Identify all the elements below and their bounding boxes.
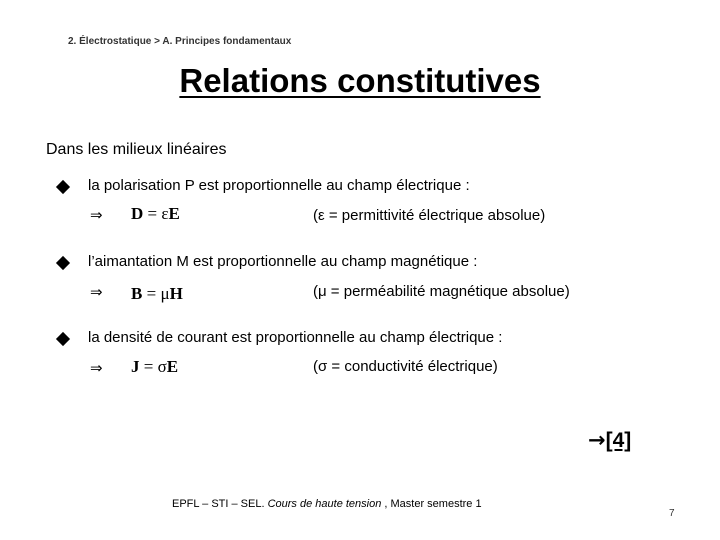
breadcrumb: 2. Électrostatique > A. Principes fondamentaux <box>68 36 292 47</box>
formula-symbol: σ <box>157 357 167 376</box>
formula-symbol: μ <box>160 284 170 303</box>
item-note: (σ = conductivité électrique) <box>313 358 498 375</box>
footer <box>172 498 482 510</box>
diamond-bullet-icon <box>56 332 70 346</box>
section-heading: Dans les milieux linéaires <box>46 141 227 158</box>
formula-lhs: B <box>131 284 143 303</box>
implies-icon: ⇒ <box>90 206 103 224</box>
slide-title-text: Relations constitutives <box>179 62 541 99</box>
item-note: (ε = permittivité électrique absolue) <box>313 207 546 224</box>
footer-course: Cours de haute tension <box>267 498 382 510</box>
implies-icon: ⇒ <box>90 283 103 301</box>
reference-label: [4] <box>605 429 632 452</box>
formula-lhs: D <box>131 204 144 223</box>
formula <box>131 357 178 377</box>
diamond-bullet-icon <box>56 256 70 270</box>
page-number: 7 <box>669 508 675 519</box>
right-arrow-icon: → <box>588 428 606 452</box>
formula-eq: = <box>142 284 161 303</box>
item-text: la densité de courant est proportionnelle au champ électrique : <box>88 329 503 346</box>
reference-link[interactable] <box>588 428 631 453</box>
formula-rhs: H <box>169 284 183 303</box>
slide-title <box>0 62 720 100</box>
footer-prefix: EPFL – STI – SEL. <box>172 498 268 510</box>
implies-icon: ⇒ <box>90 359 103 377</box>
footer-suffix: , Master semestre 1 <box>381 498 482 510</box>
formula <box>131 284 183 304</box>
formula-eq: = <box>143 204 162 223</box>
formula-lhs: J <box>131 357 140 376</box>
item-text: l’aimantation M est proportionnelle au champ magnétique : <box>88 253 478 270</box>
item-text: la polarisation P est proportionnelle au champ électrique : <box>88 177 470 194</box>
item-note: (μ = perméabilité magnétique absolue) <box>313 283 570 300</box>
formula <box>131 204 180 224</box>
diamond-bullet-icon <box>56 180 70 194</box>
formula-eq: = <box>139 357 158 376</box>
formula-rhs: E <box>168 204 180 223</box>
formula-symbol: ε <box>161 204 169 223</box>
formula-rhs: E <box>166 357 179 376</box>
